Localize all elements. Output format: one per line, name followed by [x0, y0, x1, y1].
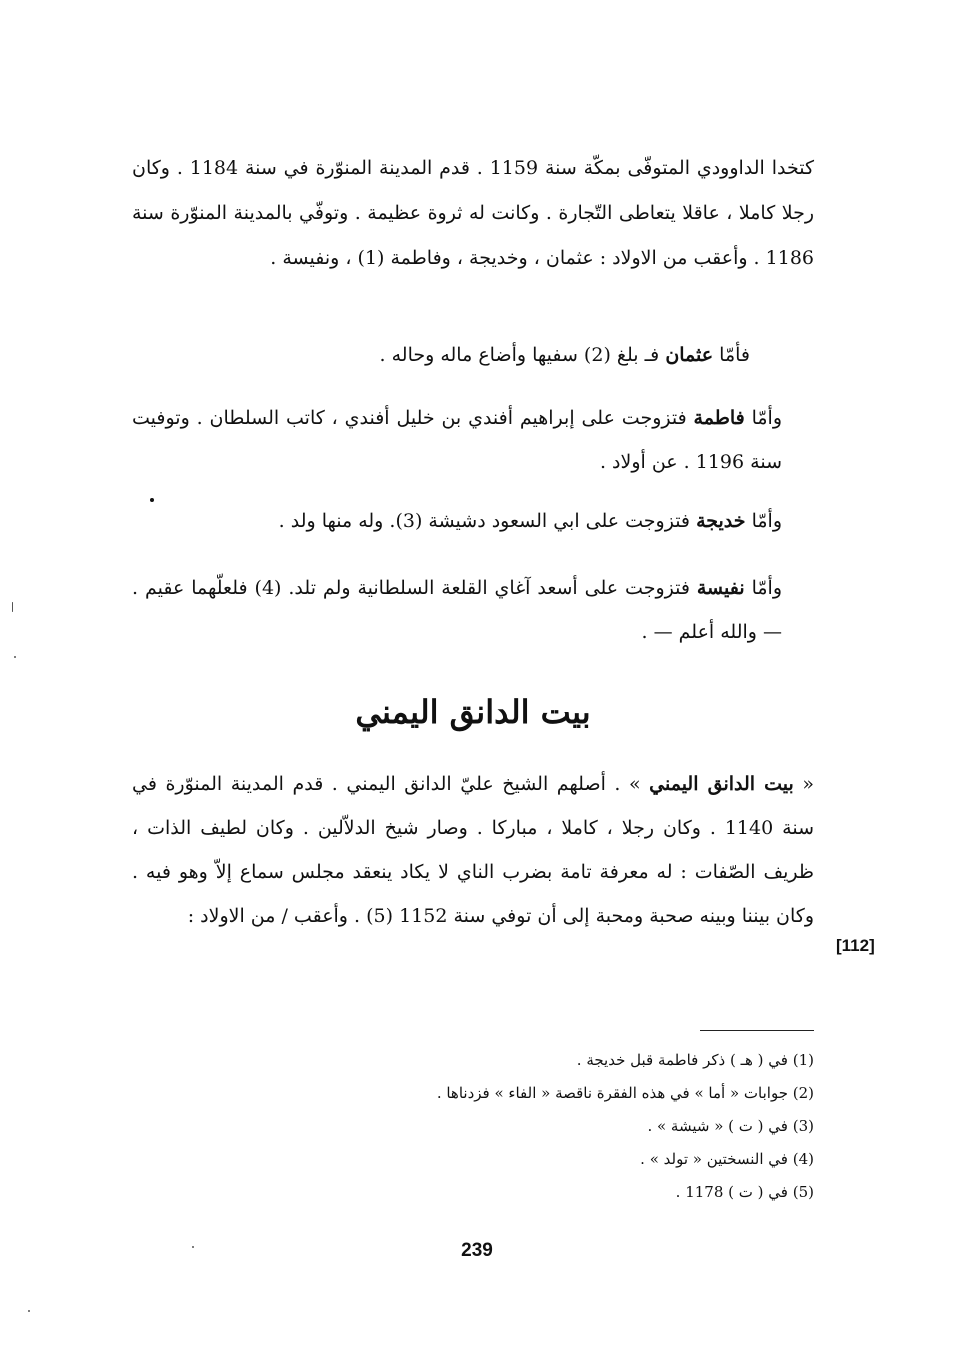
page-number: 239 — [461, 1240, 493, 1261]
footnote-3: (3) في ( ت ) « شيشة » . — [647, 1117, 814, 1135]
uthman-name: عثمان — [665, 344, 714, 366]
uthman-intro: فأمّا — [713, 344, 750, 366]
scan-speck — [150, 498, 154, 502]
footnote-separator — [700, 1030, 814, 1031]
fatima-rest: فتزوجت على إبراهيم أفندي بن خليل أفندي ، كاتب السلطان . وتوفيت سنة 1196 . عن أولاد . — [132, 407, 782, 473]
section-open-quote: « — [793, 773, 814, 795]
section-paragraph-text: . أصلهم الشيخ عليّ الدانق اليمني . قدم المدينة المنوّرة في سنة 1140 . وكان رجلا ، كاملا ، مباركا . وصار شيخ الدلاّلين . وكان لطيف الذات ، ظريف الصّفات : له معرفة تامة بضرب الناي لا يكاد ينعقد مجلس سماع إلاّ وهو فيه . وكان بيننا وبينه صحبة ومحبة إلى أن توفي سنة 1152 (5) . وأعقب / من الاولاد : — [132, 773, 814, 927]
scan-speck — [14, 656, 16, 658]
khadija-intro: وأمّا — [745, 510, 782, 532]
footnote-4: (4) في النسختين « تولد » . — [640, 1150, 814, 1168]
nafisa-intro: وأمّا — [744, 577, 782, 599]
nafisa-rest: فتزوجت على أسعد آغاي القلعة السلطانية ولم تلد. (4) فلعلّهما عقيم . — والله أعلم — . — [132, 577, 782, 643]
khadija-rest: فتزوجت على ابي السعود دشيشة (3). وله منها ولد . — [278, 510, 697, 532]
section-paragraph — [132, 762, 814, 938]
footnote-1: (1) في ( هـ ) ذكر فاطمة قبل خديجة . — [576, 1051, 814, 1069]
paragraph-nafisa — [132, 566, 782, 654]
fatima-name: فاطمة — [693, 407, 745, 429]
section-family-name: بيت الدانق اليمني — [649, 773, 794, 795]
khadija-name: خديجة — [696, 510, 746, 532]
section-heading: بيت الدانق اليمني — [355, 693, 591, 731]
footnotes — [200, 1044, 814, 1209]
margin-page-reference: [112] — [836, 936, 875, 955]
paragraph-khadija — [132, 506, 782, 536]
fatima-intro: وأمّا — [744, 407, 783, 429]
intro-paragraph-text: كتخدا الداوودي المتوفّى بمكّة سنة 1159 . قدم المدينة المنوّرة في سنة 1184 . وكان رجلا كاملا ، عاقلا يتعاطى التّجارة . وكانت له ثروة عظيمة . وتوفّي بالمدينة المنوّرة سنة 1186 . وأعقب من الاولاد : عثمان ، وخديجة ، وفاطمة (1) ، ونفيسة . — [132, 157, 814, 269]
intro-paragraph — [132, 146, 814, 281]
paragraph-uthman — [132, 340, 750, 370]
footnote-5: (5) في ( ت ) 1178 . — [675, 1183, 814, 1201]
nafisa-name: نفيسة — [696, 577, 745, 599]
scan-speck — [12, 602, 13, 612]
section-close-quote: » — [628, 773, 650, 795]
uthman-rest: فـ بلغ (2) سفيها وأضاع ماله وحاله . — [379, 344, 666, 366]
scan-speck — [28, 1310, 30, 1312]
footnote-2: (2) جوابات « أما » في هذه الفقرة ناقصة « الفاء » فزدناها . — [436, 1084, 814, 1102]
paragraph-fatima — [132, 396, 782, 484]
scan-speck — [192, 1246, 194, 1248]
